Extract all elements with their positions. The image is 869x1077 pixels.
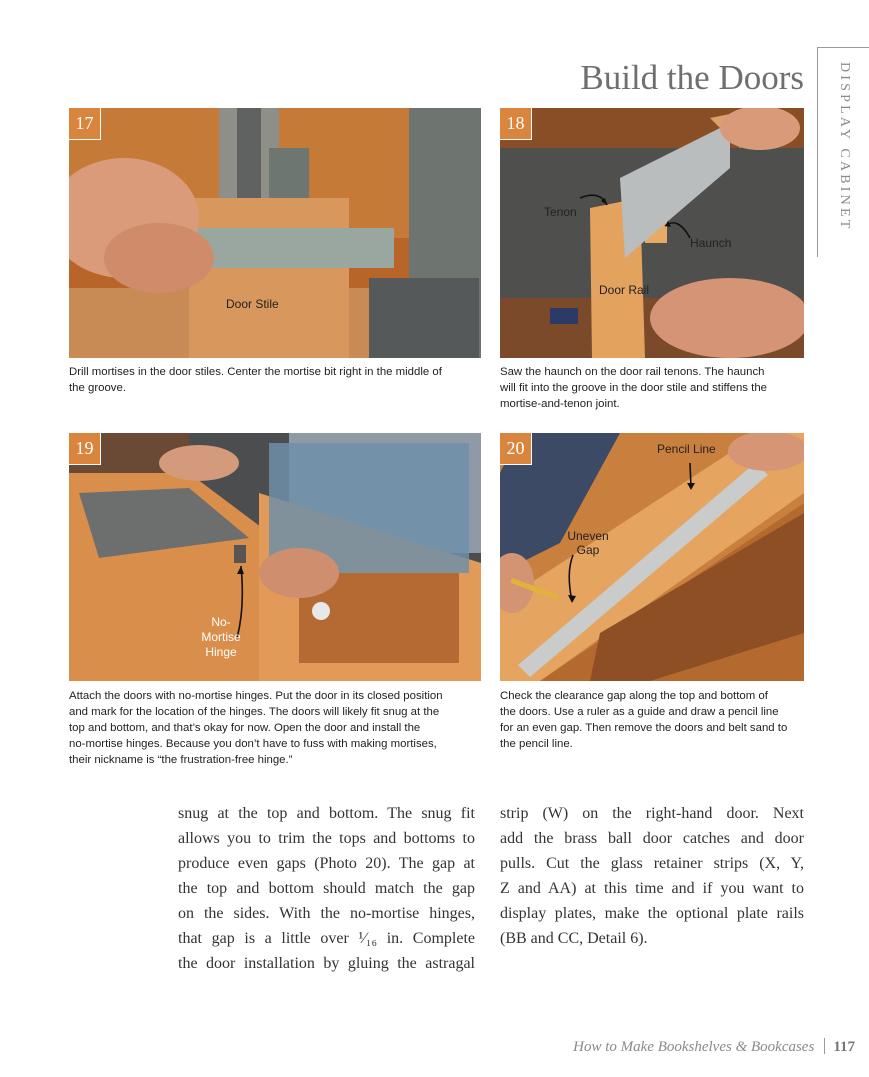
- body-column-left: [178, 801, 475, 976]
- photo-18: [500, 108, 804, 358]
- body-line: on the sides. With the no-mortise hinges,: [178, 905, 475, 922]
- body-column-right: [500, 801, 804, 951]
- caption-photo-20: [500, 688, 804, 752]
- caption-line: Drill mortises in the door stiles. Center the mortise bit right in the middle of: [69, 366, 442, 378]
- label-tenon: Tenon: [544, 205, 577, 219]
- page-title: Build the Doors: [580, 58, 804, 97]
- header-rule: [817, 47, 869, 48]
- photo-number-badge: 20: [500, 433, 532, 465]
- label-door-stile: Door Stile: [226, 297, 279, 311]
- caption-line: Check the clearance gap along the top and bottom of: [500, 690, 768, 702]
- label-line: No-: [211, 615, 231, 629]
- caption-line: the pencil line.: [500, 738, 573, 750]
- photo-17: [69, 108, 481, 358]
- page-number: 117: [833, 1039, 855, 1055]
- label-pencil-line: Pencil Line: [657, 442, 716, 456]
- caption-photo-18: [500, 364, 804, 412]
- caption-line: for an even gap. Then remove the doors and belt sand to: [500, 722, 788, 734]
- caption-line: Saw the haunch on the door rail tenons. The haunch: [500, 366, 765, 378]
- caption-line: their nickname is “the frustration-free hinge.”: [69, 754, 293, 766]
- body-line: (BB and CC, Detail 6).: [500, 930, 648, 947]
- body-line: that gap is a little over ¹⁄₁₆ in. Complete: [178, 930, 475, 947]
- label-uneven-gap: [562, 529, 614, 557]
- caption-line: will fit into the groove in the door stile and stiffens the: [500, 382, 767, 394]
- label-line: Gap: [576, 543, 600, 557]
- body-line: display plates, make the optional plate rails: [500, 905, 804, 922]
- caption-line: top and bottom, and that’s okay for now. Open the door and install the: [69, 722, 421, 734]
- body-line: snug at the top and bottom. The snug fit: [178, 805, 475, 822]
- caption-line: Attach the doors with no-mortise hinges. Put the door in its closed position: [69, 690, 443, 702]
- photo-20-image: [500, 433, 804, 681]
- photo-number-badge: 18: [500, 108, 532, 140]
- footer-book-title: How to Make Bookshelves & Bookcases: [573, 1039, 815, 1055]
- photo-18-image: [500, 108, 804, 358]
- body-line: add the brass ball door catches and door: [500, 830, 804, 847]
- label-line: Mortise: [201, 630, 241, 644]
- body-line: pulls. Cut the glass retainer strips (X, Y,: [500, 855, 804, 872]
- caption-photo-17: [69, 364, 481, 396]
- footer-separator: [824, 1038, 825, 1054]
- photo-20: [500, 433, 804, 681]
- caption-photo-19: [69, 688, 481, 768]
- label-haunch: Haunch: [690, 236, 732, 250]
- body-line: produce even gaps (Photo 20). The gap at: [178, 855, 475, 872]
- body-line: the door installation by gluing the astragal: [178, 955, 475, 972]
- caption-line: and mark for the location of the hinges. The doors will likely fit snug at the: [69, 706, 440, 718]
- label-line: Uneven: [567, 529, 609, 543]
- photo-17-image: [69, 108, 481, 358]
- body-line: Z and AA) at this time and if you want to: [500, 880, 804, 897]
- photo-number-badge: 19: [69, 433, 101, 465]
- caption-line: mortise-and-tenon joint.: [500, 398, 620, 410]
- label-line: Hinge: [205, 645, 237, 659]
- caption-line: no-mortise hinges. Because you don’t have to fuss with making mortises,: [69, 738, 437, 750]
- photo-19-image: [69, 433, 481, 681]
- section-side-title: DISPLAY CABINET: [837, 62, 852, 232]
- photo-19: [69, 433, 481, 681]
- caption-line: the groove.: [69, 382, 126, 394]
- page-footer: [460, 1038, 855, 1056]
- body-line: allows you to trim the tops and bottoms to: [178, 830, 475, 847]
- body-line: strip (W) on the right-hand door. Next: [500, 805, 804, 822]
- side-rule: [817, 47, 818, 257]
- body-line: the top and bottom should match the gap: [178, 880, 475, 897]
- label-no-mortise-hinge: [193, 615, 249, 660]
- caption-line: the doors. Use a ruler as a guide and draw a pencil line: [500, 706, 779, 718]
- label-door-rail: Door Rail: [599, 283, 650, 297]
- photo-number-badge: 17: [69, 108, 101, 140]
